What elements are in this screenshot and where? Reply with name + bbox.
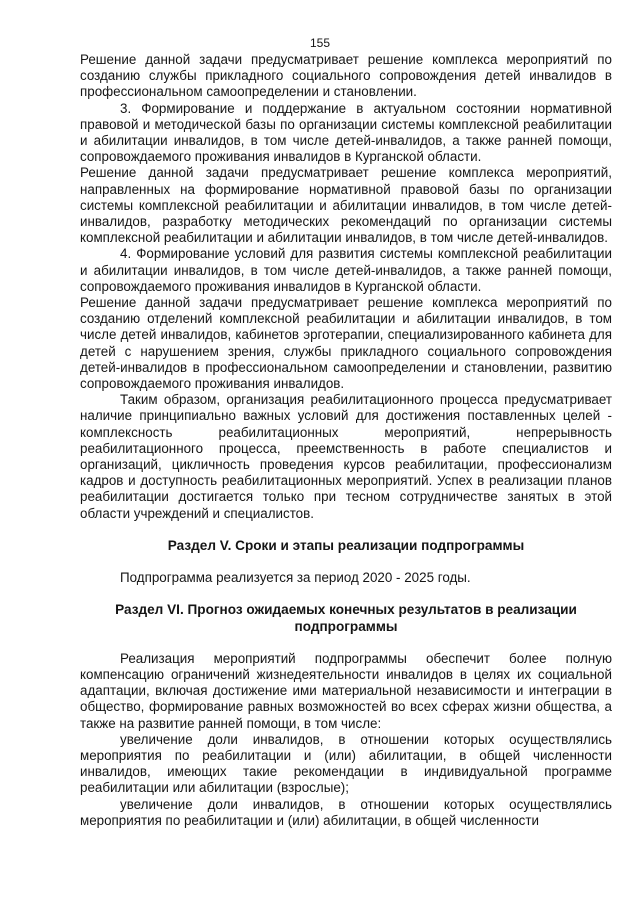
page-number: 155 [309, 36, 331, 50]
section-heading-vi-line2: подпрограммы [294, 618, 398, 634]
paragraph: Подпрограмма реализуется за период 2020 - 2025 годы. [120, 570, 471, 586]
document-body [80, 52, 612, 829]
paragraph: Таким образом, организация реабилитационного процесса предусматривает наличие принципиально важных условий для достижения поставленных целей - комплексность реабилитационных мероприятий, непрерывность реабилитационного процесса, преемственность в работе специалистов и организаций, цикличность проведения курсов реабилитации, профессионализм кадров и доступность реабилитационных мероприятий. Успех в реализации планов реабилитации достигается только при тесном сотрудничестве занятых в этой области учреждений и специалистов. [80, 392, 612, 521]
paragraph: Решение данной задачи предусматривает решение комплекса мероприятий, направленных на формирование нормативной правовой базы по организации системы комплексной реабилитации и абилитации инвалидов, в том числе детей-инвалидов, разработку методических рекомендаций по организации системы комплексной реабилитации и абилитации инвалидов, в том числе детей-инвалидов. [80, 165, 612, 246]
paragraph: Решение данной задачи предусматривает решение комплекса мероприятий по созданию службы прикладного социального сопровождения детей инвалидов в профессиональном самоопределении и становлении. [80, 52, 612, 100]
section-heading-v: Раздел V. Сроки и этапы реализации подпрограммы [167, 537, 525, 553]
paragraph: 4. Формирование условий для развития системы комплексной реабилитации и абилитации инвалидов, в том числе детей-инвалидов, а также ранней помощи, сопровождаемого проживания инвалидов в Курганской области. [80, 246, 612, 294]
section-heading-vi [80, 602, 612, 634]
paragraph: Реализация мероприятий подпрограммы обеспечит более полную компенсацию ограничений жизнедеятельности инвалидов в целях их социальной адаптации, включая достижение ими материальной независимости и интеграции в общество, формирование равных возможностей во всех сферах жизни общества, а также на развитие ранней помощи, в том числе: [80, 650, 612, 731]
list-item: увеличение доли инвалидов, в отношении которых осуществлялись мероприятия по реабилитации и (или) абилитации, в общей численности [80, 796, 612, 828]
paragraph: 3. Формирование и поддержание в актуальном состоянии нормативной правовой и методической базы по организации системы комплексной реабилитации и абилитации инвалидов, в том числе детей-инвалидов, а также ранней помощи, сопровождаемого проживания инвалидов в Курганской области. [80, 100, 612, 165]
list-item: увеличение доли инвалидов, в отношении которых осуществлялись мероприятия по реабилитации и (или) абилитации, в общей численности инвалидов, имеющих такие рекомендации в индивидуальной программе реабилитации или абилитации (взрослые); [80, 731, 612, 796]
paragraph: Решение данной задачи предусматривает решение комплекса мероприятий по созданию отделений комплексной реабилитации и абилитации инвалидов, в том числе детей инвалидов, кабинетов эрготерапии, специализированного кабинета для детей с нарушением зрения, службы прикладного социального сопровождения детей-инвалидов в профессиональном самоопределении и становлении, развитию сопровождаемого проживания инвалидов. [80, 295, 612, 392]
section-heading-vi-line1: Раздел VI. Прогноз ожидаемых конечных результатов в реализации [115, 602, 577, 618]
